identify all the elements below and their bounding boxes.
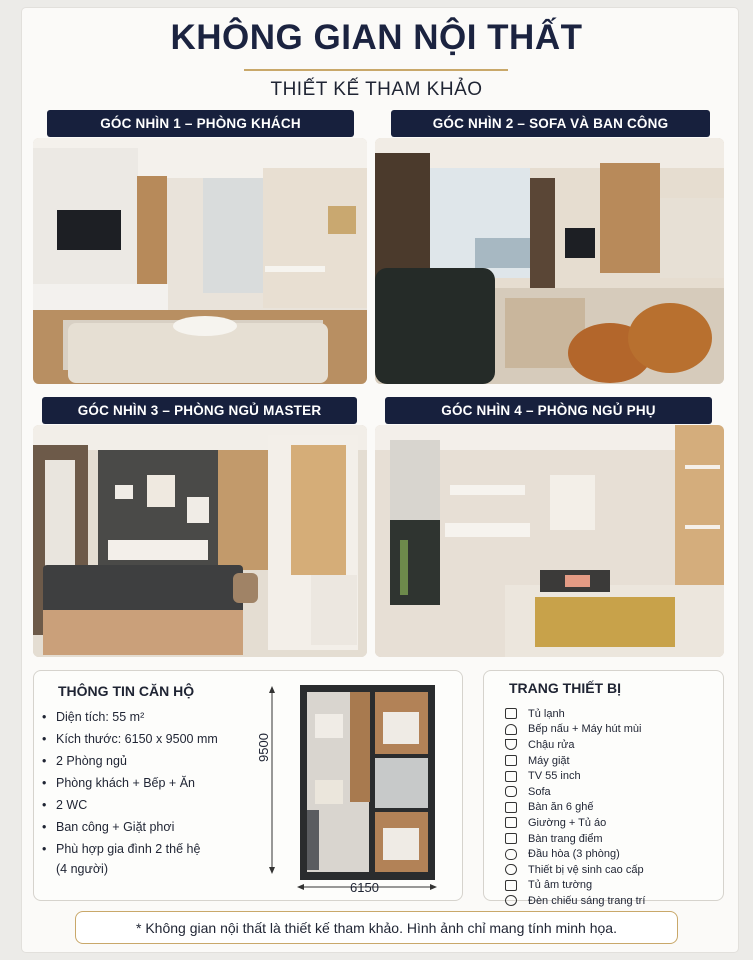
dimension-height-label: 9500 [256,733,271,762]
equipment-item: Đầu hòa (3 phòng) [505,846,645,862]
floor-plan [255,680,455,895]
info-item-occupancy: (4 người) [56,862,108,876]
equipment-list [505,706,645,909]
equipment-item: Bàn ăn 6 ghế [505,800,645,816]
info-item-bedrooms: • 2 Phòng ngủ [42,754,218,776]
tv-icon [505,771,517,782]
equipment-item: Thiết bị vệ sinh cao cấp [505,862,645,878]
master-bedroom-photo [33,425,367,657]
sofa-icon [505,786,517,797]
view-3-label: GÓC NHÌN 3 – PHÒNG NGỦ MASTER [42,397,357,424]
info-item-balcony: • Ban công + Giặt phơi [42,820,218,842]
equipment-item: Bàn trang điểm [505,831,645,847]
dining-table-icon [505,802,517,813]
vanity-icon [505,833,517,844]
page-title: KHÔNG GIAN NỘI THẤT [170,18,583,57]
bed-icon [505,817,517,828]
info-item-area: • Diện tích: 55 m² [42,710,218,732]
lamp-icon [505,895,517,906]
info-item-family: • Phù hợp gia đình 2 thế hệ [42,842,218,864]
fridge-icon [505,708,517,719]
sink-icon [505,739,517,750]
wardrobe-icon [505,880,517,891]
stove-icon [505,724,517,735]
view-2-label: GÓC NHÌN 2 – SOFA VÀ BAN CÔNG [391,110,710,137]
equipment-item: Máy giặt [505,753,645,769]
air-conditioner-icon [505,849,517,860]
equipment-item: Tủ lạnh [505,706,645,722]
second-bedroom-photo [375,425,724,657]
page-subtitle: THIẾT KẾ THAM KHẢO [270,79,483,100]
info-item-wc: • 2 WC [42,798,218,820]
apartment-info-list [42,710,218,864]
equipment-item: Đèn chiếu sáng trang trí [505,893,645,909]
dimension-width-label: 6150 [350,880,379,895]
sofa-balcony-photo [375,138,724,384]
equipment-item: Giường + Tủ áo [505,815,645,831]
equipment-item: TV 55 inch [505,768,645,784]
info-item-living-kitchen: • Phòng khách + Bếp + Ăn [42,776,218,798]
title-divider [244,69,508,71]
equipment-item: Chậu rửa [505,737,645,753]
apartment-info-title: THÔNG TIN CĂN HỘ [58,683,195,699]
equipment-item: Tủ âm tường [505,878,645,894]
living-room-photo [33,138,367,384]
equipment-item: Bếp nấu + Máy hút mùi [505,722,645,738]
info-item-dimensions: • Kích thước: 6150 x 9500 mm [42,732,218,754]
washer-icon [505,755,517,766]
disclaimer-note: * Không gian nội thất là thiết kế tham khảo. Hình ảnh chỉ mang tính minh họa. [75,911,678,944]
toilet-icon [505,864,517,875]
equipment-title: TRANG THIẾT BỊ [509,680,621,696]
view-4-label: GÓC NHÌN 4 – PHÒNG NGỦ PHỤ [385,397,712,424]
view-1-label: GÓC NHÌN 1 – PHÒNG KHÁCH [47,110,354,137]
equipment-item: Sofa [505,784,645,800]
